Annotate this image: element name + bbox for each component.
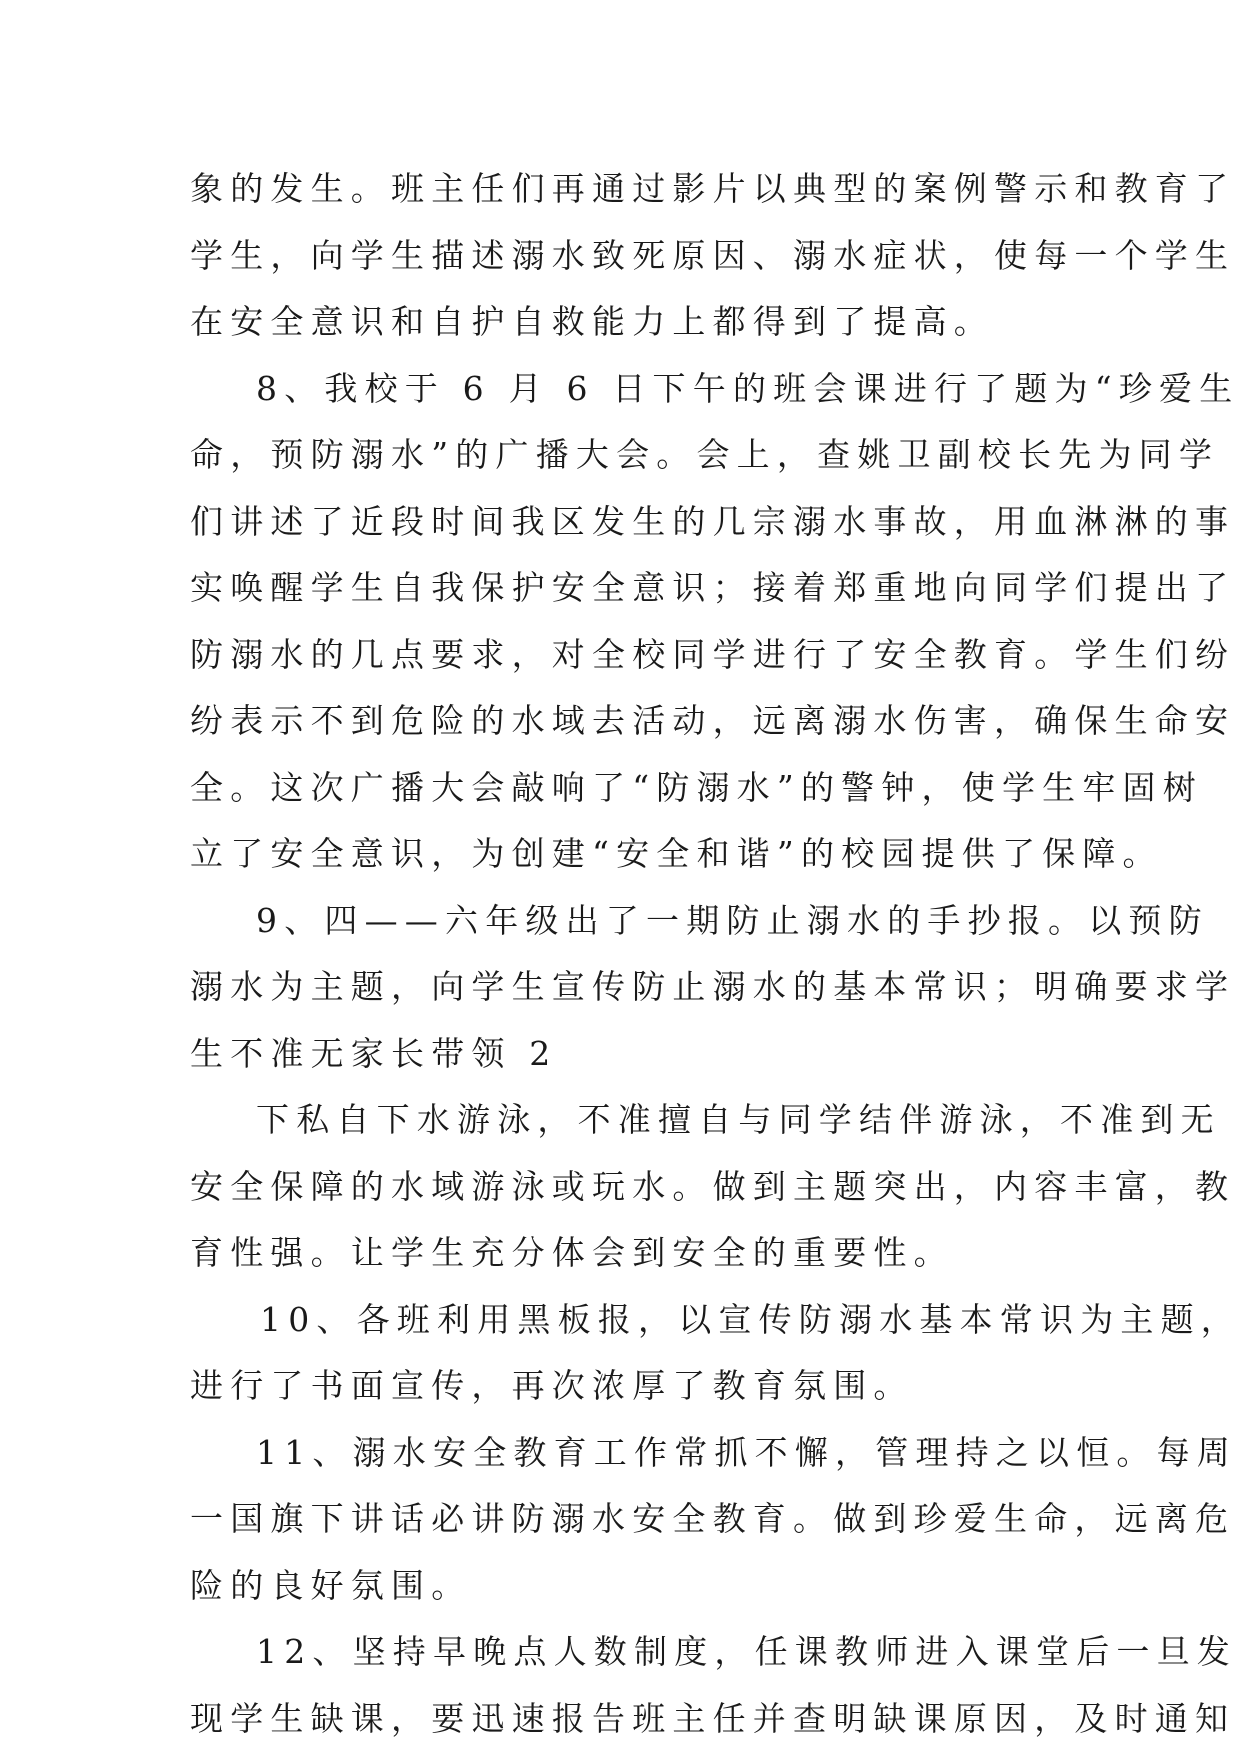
text-line: 象的发生。班主任们再通过影片以典型的案例警示和教育了	[190, 169, 1236, 208]
text-line: 一国旗下讲话必讲防溺水安全教育。做到珍爱生命，远离危	[190, 1499, 1236, 1538]
paragraph-8-start: 8、我校于 6 月 6 日下午的班会课进行了题为“珍爱生	[256, 368, 1240, 408]
text-line: 实唤醒学生自我保护安全意识；接着郑重地向同学们提出了	[190, 568, 1236, 607]
text-line: 在安全意识和自护自救能力上都得到了提高。	[190, 302, 994, 341]
text-line: 们讲述了近段时间我区发生的几宗溺水事故，用血淋淋的事	[190, 501, 1236, 541]
paragraph-12-start: 12、坚持早晚点人数制度，任课教师进入课堂后一旦发	[256, 1632, 1237, 1671]
text-line: 进行了书面宣传，再次浓厚了教育氛围。	[190, 1366, 914, 1405]
paragraph-continued-start: 下私自下水游泳，不准擅自与同学结伴游泳，不准到无	[256, 1100, 1221, 1139]
document-body	[190, 156, 1241, 1752]
text-line: 溺水为主题，向学生宣传防止溺水的基本常识；明确要求学	[190, 967, 1236, 1006]
text-line: 立了安全意识，为创建“安全和谐”的校园提供了保障。	[190, 834, 1163, 873]
text-line: 纷表示不到危险的水域去活动，远离溺水伤害，确保生命安	[190, 701, 1236, 740]
text-line: 全。这次广播大会敲响了“防溺水”的警钟，使学生牢固树	[190, 767, 1203, 807]
text-line: 学生，向学生描述溺水致死原因、溺水症状，使每一个学生	[190, 235, 1236, 275]
text-line: 安全保障的水域游泳或玩水。做到主题突出，内容丰富，教	[190, 1166, 1236, 1206]
text-line: 命，预防溺水”的广播大会。会上，查姚卫副校长先为同学	[190, 435, 1220, 474]
paragraph-10-start: 10、各班利用黑板报，以宣传防溺水基本常识为主题，	[260, 1299, 1241, 1339]
text-line: 生不准无家长带领 2	[190, 1033, 558, 1073]
text-line: 防溺水的几点要求，对全校同学进行了安全教育。学生们纷	[190, 634, 1236, 674]
paragraph-11-start: 11、溺水安全教育工作常抓不懈，管理持之以恒。每周	[256, 1432, 1237, 1472]
paragraph-9-start: 9、四——六年级出了一期防止溺水的手抄报。以预防	[256, 900, 1209, 940]
text-line: 险的良好氛围。	[190, 1565, 472, 1605]
text-line: 现学生缺课，要迅速报告班主任并查明缺课原因，及时通知	[190, 1698, 1236, 1738]
text-line: 育性强。让学生充分体会到安全的重要性。	[190, 1233, 954, 1272]
